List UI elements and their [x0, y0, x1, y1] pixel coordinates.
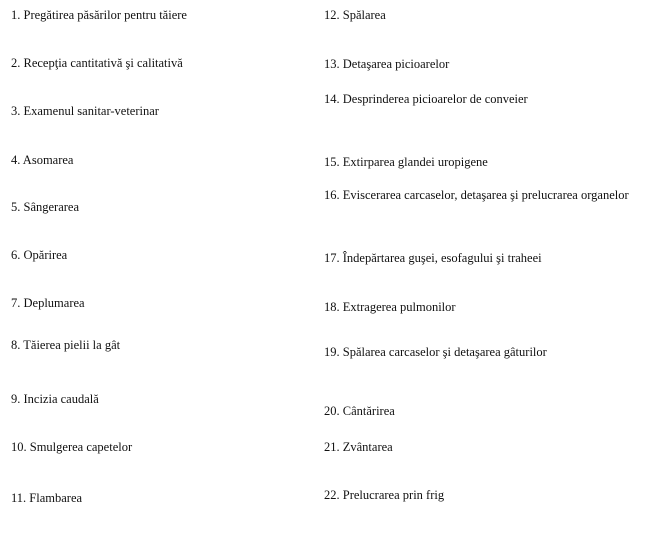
step-9: 9. Incizia caudală: [11, 392, 99, 406]
step-19: 19. Spălarea carcaselor şi detaşarea gâturilor: [324, 345, 547, 359]
step-3: 3. Examenul sanitar-veterinar: [11, 104, 159, 118]
step-5: 5. Sângerarea: [11, 200, 80, 214]
step-16: 16. Eviscerarea carcaselor, detaşarea şi prelucrarea organelor: [324, 188, 629, 202]
step-22: 22. Prelucrarea prin frig: [324, 488, 445, 502]
step-4: 4. Asomarea: [11, 153, 74, 167]
step-7: 7. Deplumarea: [11, 296, 85, 310]
step-13: 13. Detaşarea picioarelor: [324, 57, 450, 71]
step-12: 12. Spălarea: [324, 8, 386, 22]
step-18: 18. Extragerea pulmonilor: [324, 300, 456, 314]
step-21: 21. Zvântarea: [324, 440, 393, 454]
step-17: 17. Îndepărtarea guşei, esofagului şi traheei: [324, 251, 542, 265]
step-1: 1. Pregătirea păsărilor pentru tăiere: [11, 8, 187, 22]
step-6: 6. Opărirea: [11, 248, 68, 262]
step-14: 14. Desprinderea picioarelor de conveier: [324, 92, 528, 106]
step-11: 11. Flambarea: [11, 491, 83, 505]
step-15: 15. Extirparea glandei uropigene: [324, 155, 488, 169]
step-20: 20. Cântărirea: [324, 404, 395, 418]
step-10: 10. Smulgerea capetelor: [11, 440, 133, 454]
step-2: 2. Recepţia cantitativă şi calitativă: [11, 56, 183, 70]
step-8: 8. Tăierea pielii la gât: [11, 338, 121, 352]
